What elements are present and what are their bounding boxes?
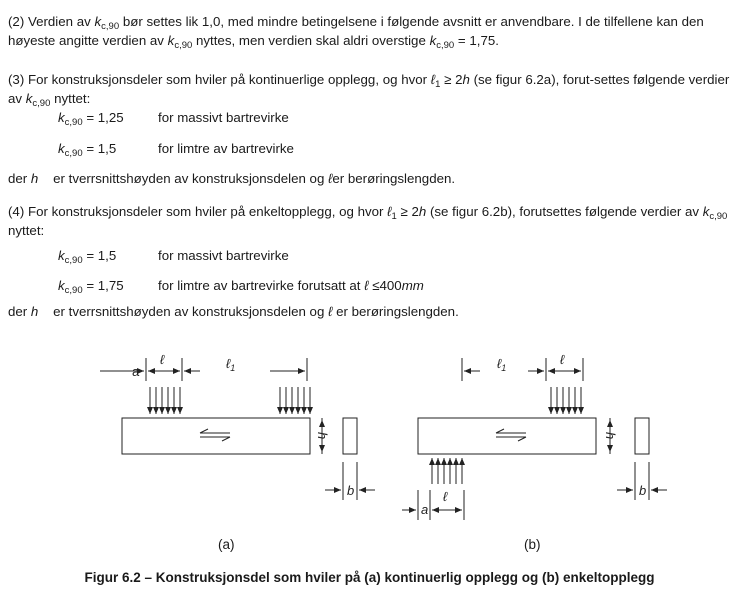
h-symbol: h (418, 204, 427, 219)
ell1-symbol: ℓ$_1$ (430, 72, 441, 90)
k-symbol: $k_{c,90}$ (94, 14, 120, 32)
figure-label-a: (a) (218, 537, 235, 552)
figure-label-b: (b) (524, 537, 541, 552)
p2-text-c: nyttes, men verdien skal aldri overstige (196, 33, 426, 48)
formula-row: $k_{c,90} = 1,75$ (58, 278, 124, 296)
definition-line: der h er tverrsnittshøyden av konstruksjonsdelen og ℓ er berøringslengden. (8, 304, 459, 319)
p2-text-a: (2) Verdien av (8, 14, 91, 29)
formula-value: = 1,25 (86, 110, 124, 125)
p4-text-b: ≥ 2 (400, 204, 419, 219)
label-a-dim: a (132, 364, 140, 379)
label-ell-b-bottom: ℓ (443, 489, 448, 504)
formula-desc: for massivt bartrevirke (158, 110, 289, 125)
p3-text-a: (3) For konstruksjonsdeler som hviler på kontinuerlige opplegg, og hvor (8, 72, 428, 87)
p2-text-d: = 1,75. (457, 33, 499, 48)
h-symbol: h (462, 72, 470, 87)
formula-row: $k_{c,90} = 1,5$ (58, 248, 117, 266)
label-a-b: a (421, 502, 429, 517)
definition-line: der h er tverrsnittshøyden av konstruksjonsdelen og ℓer berøringslengden. (8, 171, 456, 186)
formula-value: = 1,5 (86, 141, 117, 156)
load-arrows-right-a (280, 387, 310, 414)
formula-desc: for massivt bartrevirke (158, 248, 289, 263)
p3-text-c: (se figur 6.2a), forut-settes følgende verdier av (8, 72, 730, 106)
p2-text-b: bør settes lik 1,0, med mindre betingelsene i følgende avsnitt er anvendbare. I de tilfellene kan den høyeste angitte verdien av (8, 14, 704, 48)
p4-text-d: nyttet: (8, 223, 45, 238)
label-h-b: h (603, 432, 618, 440)
beam-a (122, 418, 310, 454)
k-symbol: $k_{c,90}$ (25, 91, 51, 109)
formula-row: $k_{c,90} = 1,5$ (58, 141, 117, 159)
p3-text-b: ≥ 2 (444, 72, 463, 87)
ell1-symbol: ℓ$_1$ (387, 204, 397, 222)
load-arrows-left-a (150, 387, 180, 414)
label-ell-b: ℓ (560, 352, 565, 367)
figure-caption: Figur 6.2 – Konstruksjonsdel som hviler på (a) kontinuerlig opplegg og (b) enkeltopplegg (84, 570, 655, 585)
label-ell-a: ℓ (160, 352, 165, 367)
p4-text-c: (se figur 6.2b), forutsettes følgende verdier av (429, 204, 700, 219)
formula-row: $k_{c,90} = 1,25$ (58, 110, 124, 128)
label-b-a: b (347, 483, 355, 498)
k-symbol: $k_{c,90}$ (429, 33, 455, 51)
label-ell1-b: ℓ$_1$ (497, 356, 507, 373)
k-symbol: $k_{c,90}$ (167, 33, 193, 51)
p4-text-a: (4) For konstruksjonsdeler som hviler på enkeltopplegg, og hvor (8, 204, 384, 219)
beam-b (418, 418, 596, 454)
support-arrows-b (432, 458, 462, 484)
p3-text-d: nyttet: (54, 91, 91, 106)
label-b-b: b (639, 483, 647, 498)
cross-section-a (343, 418, 357, 454)
formula-desc: for limtre av bartrevirke forutsatt at ℓ ≤400mm (158, 278, 424, 293)
load-arrows-b (551, 387, 581, 414)
label-h-a: h (315, 432, 330, 440)
formula-value: = 1,75 (86, 278, 124, 293)
label-ell1-a: ℓ$_1$ (226, 356, 236, 373)
formula-value: = 1,5 (86, 248, 117, 263)
k-symbol: $k_{c,90}$ (702, 204, 728, 222)
formula-desc: for limtre av bartrevirke (158, 141, 294, 156)
cross-section-b (635, 418, 649, 454)
